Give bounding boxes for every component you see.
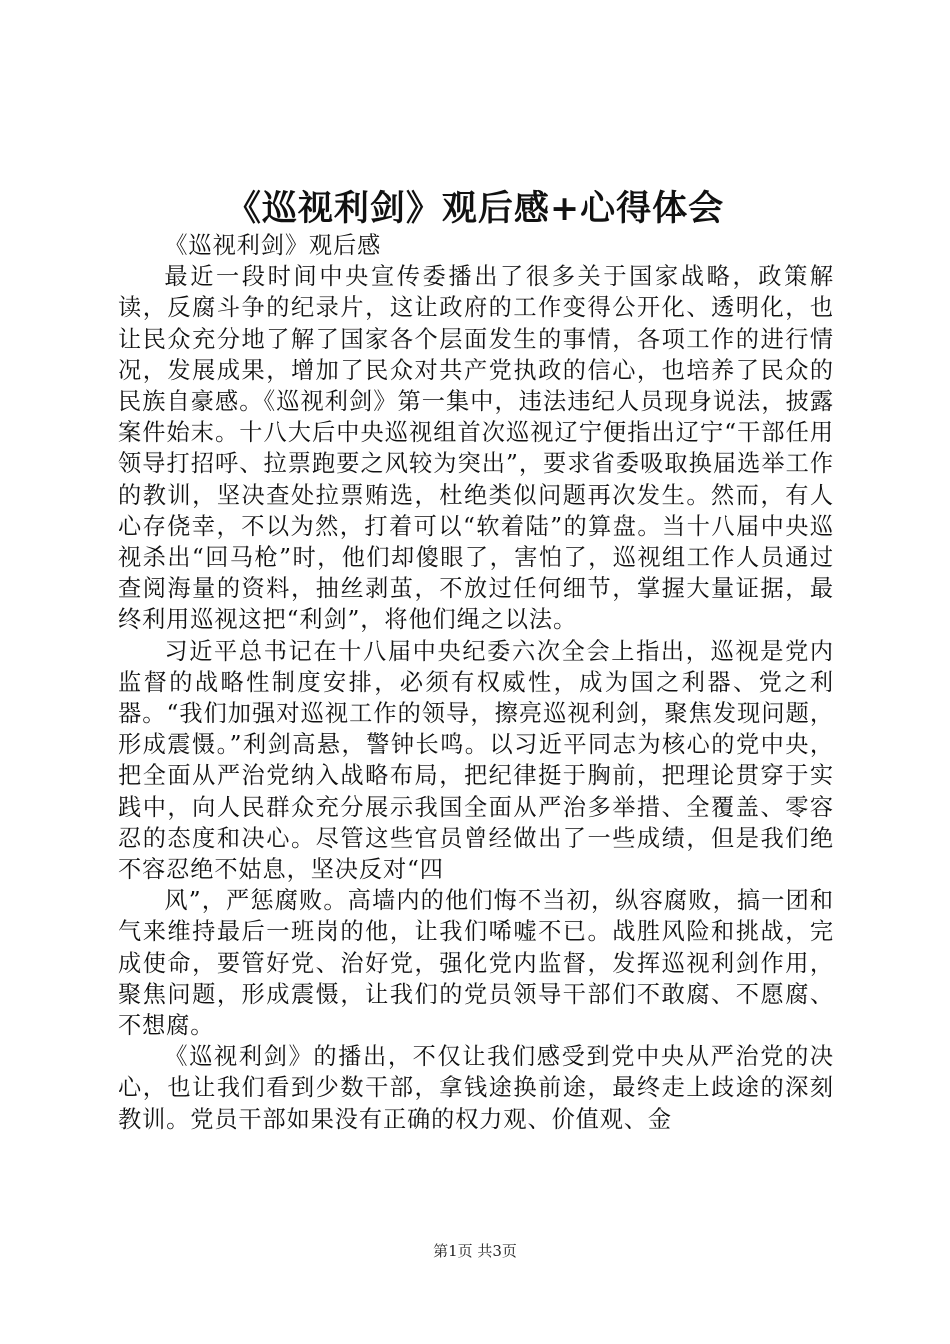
paragraph-4: 《巡视利剑》的播出，不仅让我们感受到党中央从严治党的决心，也让我们看到少数干部，拿钱途换前途，最终走上歧途的深刻教训。党员干部如果没有正确的权力观、价值观、金 bbox=[118, 1043, 834, 1133]
document-subtitle: 《巡视利剑》观后感 bbox=[164, 232, 382, 259]
document-title: 《巡视利剑》观后感+心得体会 bbox=[225, 188, 725, 229]
paragraph-2: 习近平总书记在十八届中央纪委六次全会上指出，巡视是党内监督的战略性制度安排，必须有权威性，成为国之利器、党之利器。“我们加强对巡视工作的领导，擦亮巡视利剑，聚焦发现问题，形成震慑。”利剑高悬，警钟长鸣。以习近平同志为核心的党中央，把全面从严治党纳入战略布局，把纪律挺于胸前，把理论贯穿于实践中，向人民群众充分展示我国全面从严治多举措、全覆盖、零容忍的态度和决心。尽管这些官员曾经做出了一些成绩，但是我们绝不容忍绝不姑息，坚决反对“四 bbox=[118, 637, 834, 884]
paragraph-1: 最近一段时间中央宣传委播出了很多关于国家战略，政策解读，反腐斗争的纪录片，这让政府的工作变得公开化、透明化，也让民众充分地了解了国家各个层面发生的事情，各项工作的进行情况，发展成果，增加了民众对共产党执政的信心，也培养了民众的民族自豪感。《巡视利剑》第一集中，违法违纪人员现身说法，披露案件始末。十八大后中央巡视组首次巡视辽宁便指出辽宁“干部任用领导打招呼、拉票跑要之风较为突出”，要求省委吸取换届选举工作的教训，坚决查处拉票贿选，杜绝类似问题再次发生。然而，有人心存侥幸，不以为然，打着可以“软着陆”的算盘。当十八届中央巡视杀出“回马枪”时，他们却傻眼了，害怕了，巡视组工作人员通过查阅海量的资料，抽丝剥茧，不放过任何细节，掌握大量证据，最终利用巡视这把“利剑”，将他们绳之以法。 bbox=[118, 263, 834, 634]
page-footer: 第1页 共3页 bbox=[433, 1242, 517, 1260]
document-body bbox=[118, 230, 834, 1135]
paragraph-3: 风”，严惩腐败。高墙内的他们悔不当初，纵容腐败，搞一团和气来维持最后一班岗的他，让我们唏嘘不已。战胜风险和挑战，完成使命，要管好党、治好党，强化党内监督，发挥巡视利剑作用，聚焦问题，形成震慑，让我们的党员领导干部们不敢腐、不愿腐、不想腐。 bbox=[118, 887, 834, 1040]
